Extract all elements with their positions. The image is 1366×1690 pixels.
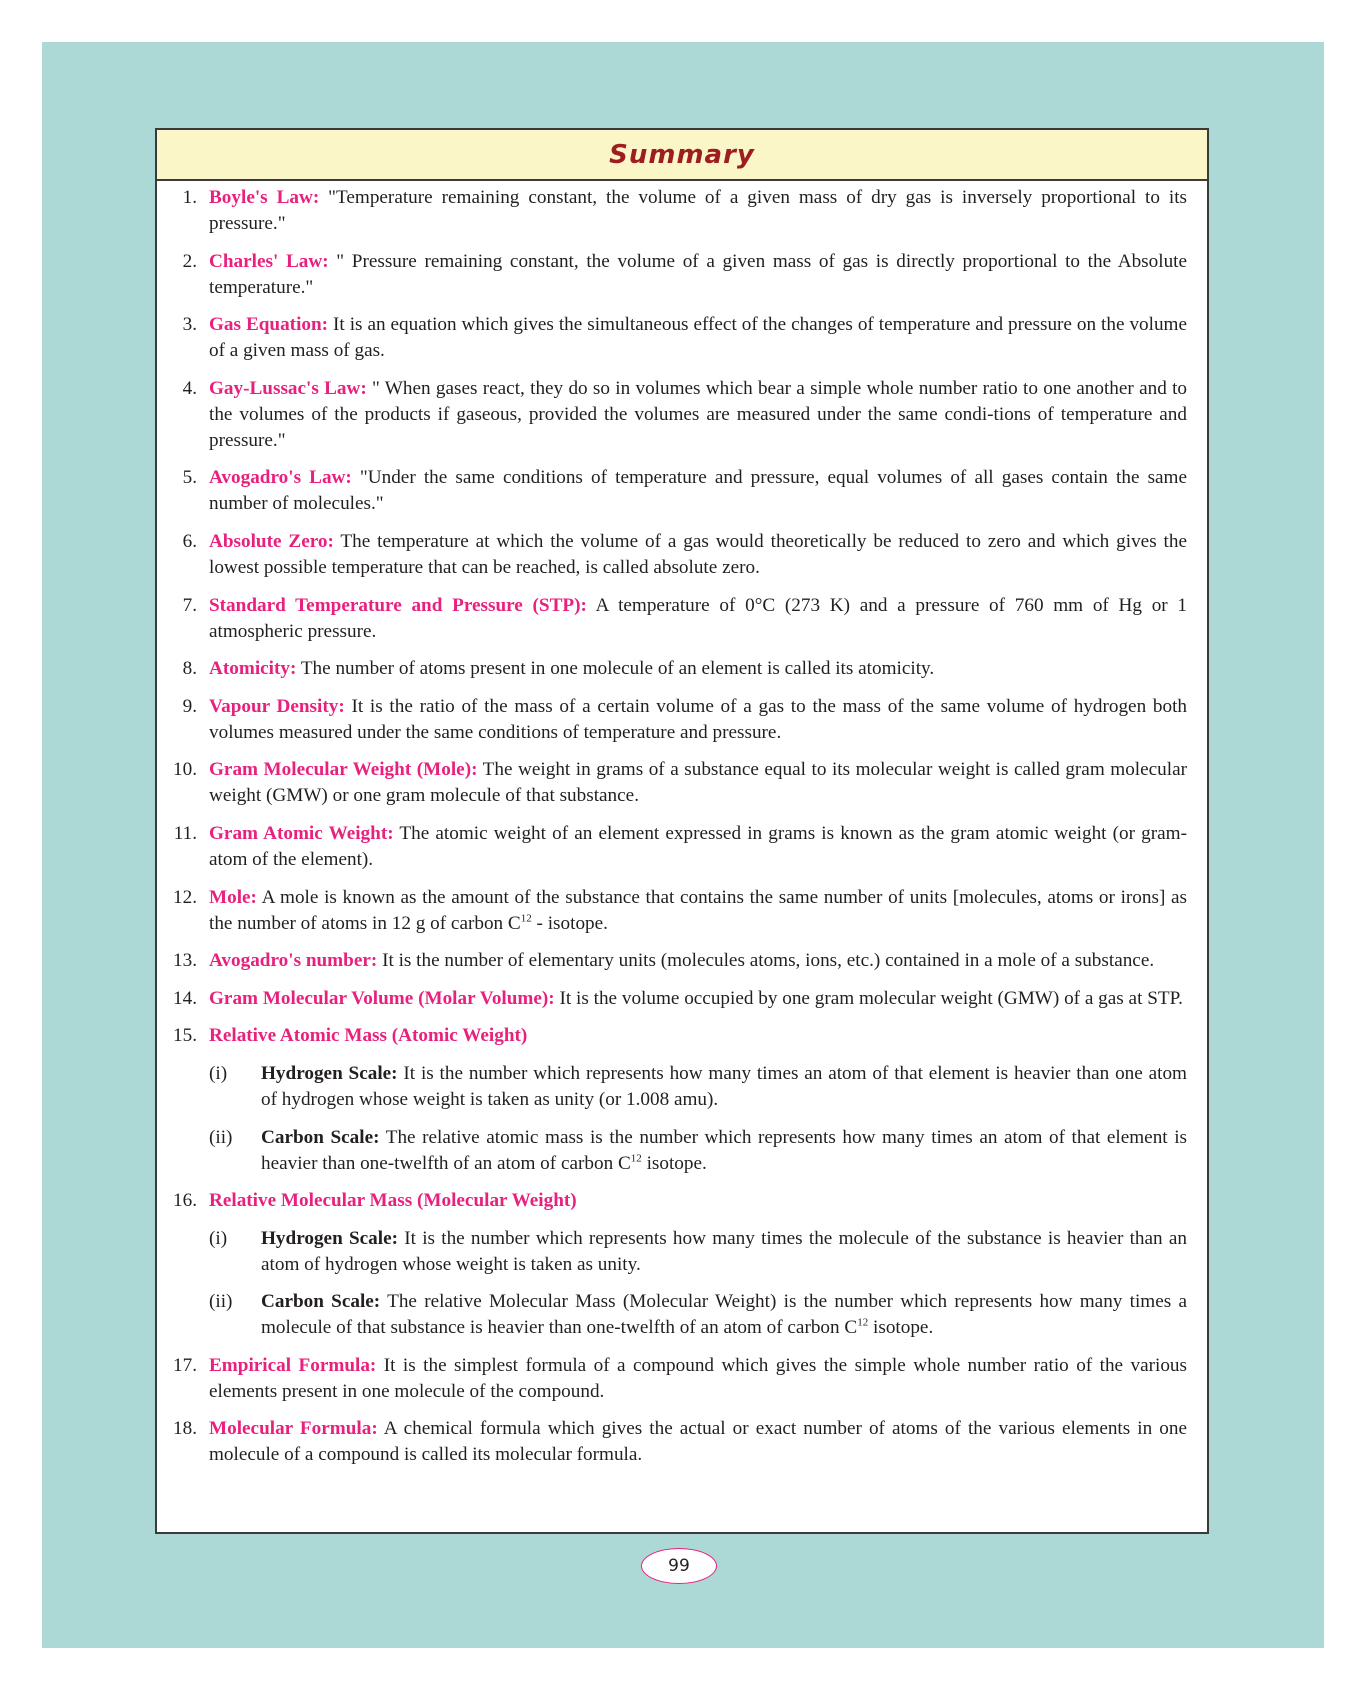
item-text: The number of atoms present in one molecule of an element is called its atomicity. (296, 658, 935, 680)
list-item (157, 656, 1197, 682)
list-item (157, 376, 1197, 454)
list-item (157, 694, 1197, 746)
item-number: 13. (173, 950, 197, 972)
item-term: Avogadro's Law: (209, 467, 352, 489)
sub-item-term: Hydrogen Scale: (261, 1227, 398, 1249)
superscript: 12 (520, 912, 532, 925)
list-item (157, 465, 1197, 517)
item-number: 8. (182, 658, 197, 680)
sub-item-term: Hydrogen Scale: (261, 1062, 398, 1084)
item-text: It is an equation which gives the simultaneous effect of the changes of temperature and pressure on the volume of a given mass of gas. (209, 314, 1187, 362)
item-term: Charles' Law: (209, 250, 329, 272)
item-number: 9. (182, 695, 197, 717)
sub-item-number: (i) (209, 1227, 228, 1249)
item-number: 10. (173, 759, 197, 781)
item-term: Vapour Density: (209, 695, 345, 717)
item-text: "Temperature remaining constant, the volume of a given mass of dry gas is inversely proportional to its pressure." (209, 187, 1187, 234)
sub-item-term: Carbon Scale: (261, 1291, 381, 1313)
sub-item-number: (ii) (209, 1126, 233, 1148)
superscript: 12 (857, 1316, 869, 1329)
item-term: Boyle's Law: (209, 187, 320, 208)
summary-list (157, 185, 1207, 1480)
summary-box (155, 128, 1209, 1534)
item-number: 3. (182, 314, 197, 336)
item-term: Empirical Formula: (209, 1354, 377, 1376)
item-term: Gas Equation: (209, 314, 329, 336)
item-number: 16. (173, 1190, 197, 1212)
item-text: It is the simplest formula of a compound which gives the simple whole number ratio of the various elements present in one molecule of the compound. (209, 1354, 1187, 1402)
list-item (157, 885, 1197, 937)
item-term: Relative Atomic Mass (Atomic Weight) (209, 1025, 528, 1047)
sub-item-text: The relative atomic mass is the number which represents how many times an atom of that element is heavier than one-twelfth of an atom of carbon C (261, 1126, 1187, 1174)
sub-item (157, 1061, 1197, 1113)
summary-header (157, 130, 1207, 181)
sub-item (157, 1226, 1197, 1278)
sub-item (157, 1289, 1197, 1341)
item-text: A mole is known as the amount of the substance that contains the same number of units [molecules, atoms or irons] as the number of atoms in 12 g of carbon C (209, 886, 1187, 934)
list-item (157, 986, 1197, 1012)
item-number: 6. (182, 530, 197, 552)
list-item (157, 1023, 1197, 1049)
item-number: 12. (173, 886, 197, 908)
item-text: The atomic weight of an element expressed in grams is known as the gram atomic weight (or gram-atom of the element). (209, 822, 1187, 870)
item-term: Relative Molecular Mass (Molecular Weight) (209, 1190, 577, 1212)
list-item (157, 185, 1197, 237)
item-text: " When gases react, they do so in volumes which bear a simple whole number ratio to one another and to the volumes of the products if gaseous, provided the volumes are measured under the same condi-tions of temperature and pressure." (209, 377, 1188, 451)
item-number: 15. (173, 1025, 197, 1047)
item-text-after: - isotope. (531, 912, 608, 934)
sub-item-text: It is the number which represents how many times an atom of that element is heavier than one atom of hydrogen whose weight is taken as unity (or 1.008 amu). (261, 1062, 1187, 1110)
item-text: It is the number of elementary units (molecules atoms, ions, etc.) contained in a mole of a substance. (377, 950, 1155, 972)
item-text: "Under the same conditions of temperature and pressure, equal volumes of all gases contain the same number of molecules." (209, 467, 1188, 515)
item-term: Mole: (209, 886, 257, 908)
sub-item-term: Carbon Scale: (261, 1126, 380, 1148)
list-item (157, 529, 1197, 581)
sub-item-text-after: isotope. (641, 1152, 707, 1174)
list-item (157, 821, 1197, 873)
item-term: Gram Molecular Weight (Mole): (209, 759, 478, 781)
superscript: 12 (630, 1152, 642, 1165)
item-term: Standard Temperature and Pressure (STP): (209, 594, 587, 616)
item-text: It is the ratio of the mass of a certain volume of a gas to the mass of the same volume of hydrogen both volumes measured under the same conditions of temperature and pressure. (209, 695, 1187, 743)
item-number: 2. (182, 250, 197, 272)
item-term: Atomicity: (209, 658, 297, 680)
item-term: Molecular Formula: (209, 1418, 378, 1440)
sub-item-text-after: isotope. (868, 1317, 934, 1339)
item-number: 4. (182, 377, 197, 399)
item-number: 1. (182, 187, 197, 208)
list-item (157, 249, 1197, 301)
item-number: 18. (173, 1418, 197, 1440)
sub-item-text: It is the number which represents how many times the molecule of the substance is heavier than an atom of hydrogen whose weight is taken as unity. (261, 1227, 1187, 1275)
item-text: A chemical formula which gives the actual or exact number of atoms of the various elements in one molecule of a compound is called its molecular formula. (209, 1418, 1188, 1466)
item-number: 5. (182, 467, 197, 489)
sub-item-text: The relative Molecular Mass (Molecular Weight) is the number which represents how many times a molecule of that substance is heavier than one-twelfth of an atom of carbon C (261, 1291, 1187, 1339)
list-item (157, 1416, 1197, 1468)
item-text: The weight in grams of a substance equal to its molecular weight is called gram molecular weight (GMW) or one gram molecule of that substance. (209, 759, 1187, 807)
item-number: 7. (182, 594, 197, 616)
item-term: Gram Molecular Volume (Molar Volume): (209, 987, 555, 1009)
item-number: 14. (173, 987, 197, 1009)
item-term: Absolute Zero: (209, 530, 334, 552)
sub-item-number: (ii) (209, 1291, 233, 1313)
item-text: A temperature of 0°C (273 K) and a pressure of 760 mm of Hg or 1 atmospheric pressure. (209, 594, 1187, 642)
item-term: Avogadro's number: (209, 950, 378, 972)
list-item (157, 1353, 1197, 1405)
list-item (157, 1188, 1197, 1214)
page-number: 99 (641, 1548, 717, 1584)
item-text: The temperature at which the volume of a gas would theoretically be reduced to zero and which gives the lowest possible temperature that can be reached, is called absolute zero. (209, 530, 1187, 578)
sub-item (157, 1125, 1197, 1177)
sub-item-number: (i) (209, 1062, 228, 1084)
item-text: " Pressure remaining constant, the volume of a given mass of gas is directly proportional to the Absolute temperature." (209, 250, 1188, 298)
item-term: Gram Atomic Weight: (209, 822, 394, 844)
list-item (157, 757, 1197, 809)
item-term: Gay-Lussac's Law: (209, 377, 367, 399)
list-item (157, 312, 1197, 364)
item-text: It is the volume occupied by one gram molecular weight (GMW) of a gas at STP. (554, 987, 1183, 1009)
item-number: 11. (173, 822, 197, 844)
summary-title: Summary (609, 139, 755, 170)
list-item (157, 948, 1197, 974)
item-number: 17. (173, 1354, 197, 1376)
list-item (157, 593, 1197, 645)
